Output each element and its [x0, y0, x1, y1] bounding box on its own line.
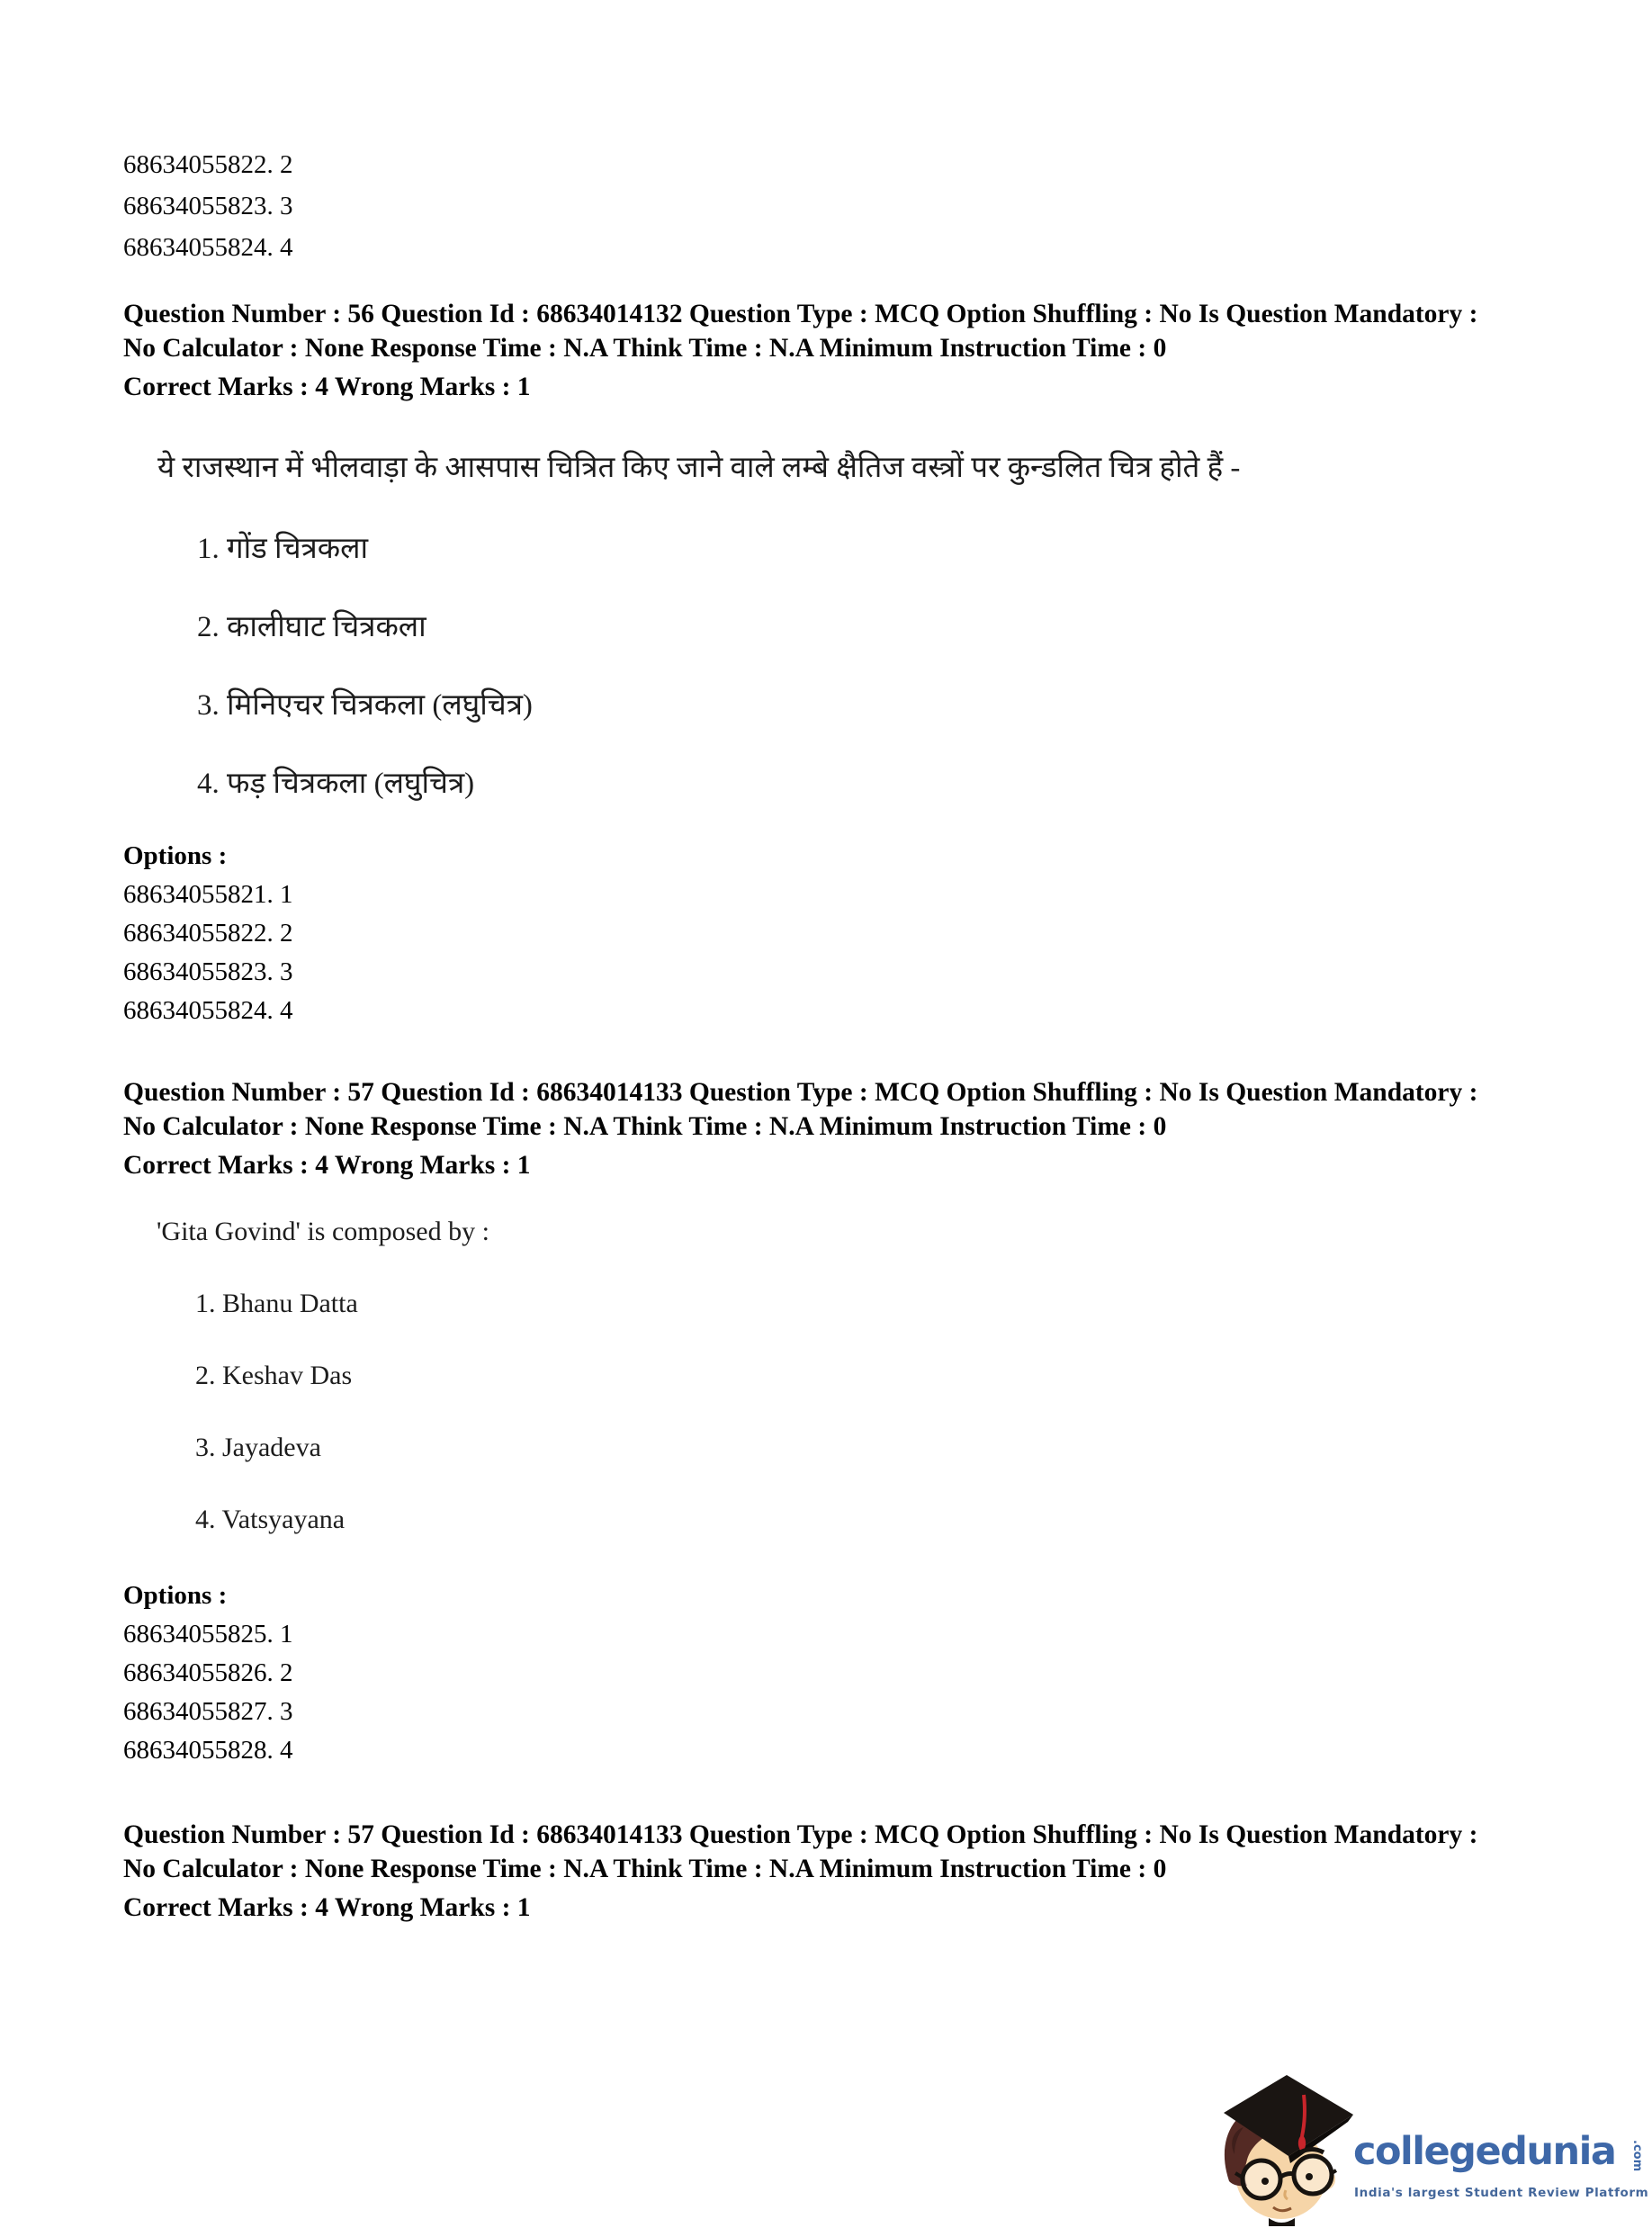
- option-id-row: 68634055821. 1: [123, 880, 293, 909]
- choice-item: 3. Jayadeva: [195, 1433, 321, 1462]
- question-56-metadata: [123, 297, 1581, 404]
- question-56-choices: [197, 526, 533, 840]
- option-id-row: 68634055826. 2: [123, 1658, 293, 1687]
- question-56-text: ये राजस्थान में भीलवाड़ा के आसपास चित्रित किए जाने वाले लम्बे क्षैतिज वस्त्रों पर कुन्डलित चित्र होते हैं -: [157, 452, 1241, 484]
- question-57-text: 'Gita Govind' is composed by :: [157, 1217, 489, 1246]
- question-meta-line: Question Number : 56 Question Id : 68634014132 Question Type : MCQ Option Shuffling : No Is Question Mandatory :: [123, 300, 1478, 328]
- question-meta-line: Question Number : 57 Question Id : 68634014133 Question Type : MCQ Option Shuffling : No Is Question Mandatory :: [123, 1820, 1478, 1849]
- option-id-row: 68634055822. 2: [123, 919, 293, 948]
- question-meta-line: No Calculator : None Response Time : N.A Think Time : N.A Minimum Instruction Time : 0: [123, 334, 1167, 363]
- option-id-row: 68634055824. 4: [123, 233, 293, 262]
- question-meta-line: Question Number : 57 Question Id : 68634014133 Question Type : MCQ Option Shuffling : No Is Question Mandatory :: [123, 1078, 1478, 1107]
- collegedunia-wordmark: collegedunia: [1353, 2129, 1616, 2174]
- previous-question-option-list: [123, 144, 293, 268]
- question-marks-line: Correct Marks : 4 Wrong Marks : 1: [123, 1151, 531, 1180]
- question-meta-line: No Calculator : None Response Time : N.A Think Time : N.A Minimum Instruction Time : 0: [123, 1855, 1167, 1883]
- choice-item: 2. कालीघाट चित्रकला: [197, 611, 426, 643]
- collegedunia-logo: [1217, 2070, 1652, 2228]
- option-id-row: 68634055824. 4: [123, 996, 293, 1025]
- option-id-row: 68634055827. 3: [123, 1697, 293, 1726]
- option-id-row: 68634055822. 2: [123, 150, 293, 179]
- question-57-metadata-repeat: [123, 1818, 1581, 1925]
- choice-item: 4. Vatsyayana: [195, 1505, 346, 1534]
- question-marks-line: Correct Marks : 4 Wrong Marks : 1: [123, 373, 531, 401]
- question-marks-line: Correct Marks : 4 Wrong Marks : 1: [123, 1893, 531, 1922]
- choice-item: 4. फड़ चित्रकला (लघुचित्र): [197, 768, 475, 800]
- option-id-row: 68634055828. 4: [123, 1736, 293, 1765]
- choice-item: 1. गोंड चित्रकला: [197, 533, 369, 565]
- option-id-row: 68634055825. 1: [123, 1620, 293, 1649]
- collegedunia-tld: .com: [1630, 2140, 1644, 2172]
- question-57-choices: [195, 1289, 358, 1577]
- option-id-row: 68634055823. 3: [123, 957, 293, 986]
- collegedunia-mascot-icon: [1217, 2071, 1353, 2226]
- question-57-metadata: [123, 1075, 1581, 1182]
- question-meta-line: No Calculator : None Response Time : N.A Think Time : N.A Minimum Instruction Time : 0: [123, 1112, 1167, 1141]
- question-56-options-block: [123, 837, 293, 1030]
- choice-item: 3. मिनिएचर चित्रकला (लघुचित्र): [197, 689, 533, 722]
- choice-item: 2. Keshav Das: [195, 1361, 353, 1390]
- question-57-options-block: [123, 1577, 293, 1770]
- options-label: Options :: [123, 1581, 228, 1610]
- options-label: Options :: [123, 841, 228, 870]
- option-id-row: 68634055823. 3: [123, 192, 293, 220]
- choice-item: 1. Bhanu Datta: [195, 1289, 358, 1318]
- collegedunia-tagline: India's largest Student Review Platform: [1354, 2186, 1649, 2200]
